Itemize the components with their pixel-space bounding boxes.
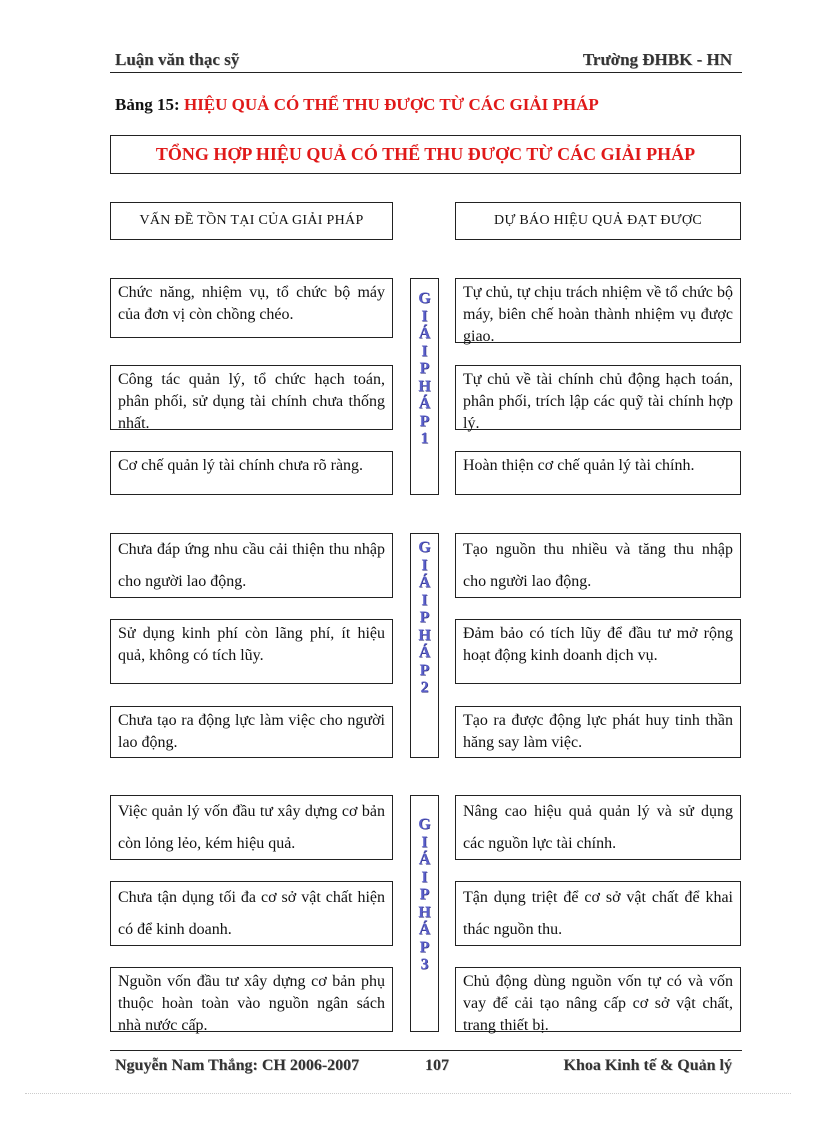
result-cell: Nâng cao hiệu quả quản lý và sử dụng các nguồn lực tài chính. bbox=[455, 795, 741, 860]
solution-label-letter: H bbox=[418, 903, 431, 921]
result-cell: Tự chủ về tài chính chủ động hạch toán, phân phối, trích lập các quỹ tài chính hợp lý. bbox=[455, 365, 741, 430]
column-header-results: DỰ BÁO HIỆU QUẢ ĐẠT ĐƯỢC bbox=[455, 202, 741, 240]
issue-cell: Sử dụng kinh phí còn lãng phí, ít hiệu quả, không có tích lũy. bbox=[110, 619, 393, 684]
solution-label-letter: G bbox=[418, 290, 431, 307]
result-cell: Tự chủ, tự chịu trách nhiệm về tổ chức bộ máy, biên chế hoàn thành nhiệm vụ được giao. bbox=[455, 278, 741, 343]
issue-cell: Việc quản lý vốn đầu tư xây dựng cơ bản còn lỏng lẻo, kém hiệu quả. bbox=[110, 795, 393, 860]
solution-label-letter: Á bbox=[418, 574, 431, 591]
solution-label-letter: P bbox=[419, 661, 430, 679]
solution-label-letter: I bbox=[421, 833, 428, 851]
solution-label-letter: 1 bbox=[420, 430, 429, 447]
solution-label-letter: H bbox=[418, 377, 431, 395]
table-caption bbox=[115, 95, 599, 115]
solution-label-letter: P bbox=[419, 412, 430, 430]
issue-cell: Cơ chế quản lý tài chính chưa rõ ràng. bbox=[110, 451, 393, 495]
issue-cell: Chức năng, nhiệm vụ, tổ chức bộ máy của đơn vị còn chồng chéo. bbox=[110, 278, 393, 338]
solution-label-letter: 2 bbox=[420, 679, 429, 696]
solution-label-letter: Á bbox=[418, 395, 431, 412]
summary-title-box: TỔNG HỢP HIỆU QUẢ CÓ THỂ THU ĐƯỢC TỪ CÁC GIẢI PHÁP bbox=[110, 135, 741, 174]
solution-label-letter: P bbox=[419, 609, 430, 626]
caption-prefix: Bảng 15: bbox=[115, 95, 180, 114]
header-left: Luận văn thạc sỹ bbox=[115, 50, 240, 69]
solution-label-letter: I bbox=[421, 591, 428, 609]
result-cell: Đảm bảo có tích lũy để đầu tư mở rộng hoạt động kinh doanh dịch vụ. bbox=[455, 619, 741, 684]
solution-label-letter: Á bbox=[418, 325, 431, 342]
issue-cell: Chưa tận dụng tối đa cơ sở vật chất hiện có để kinh doanh. bbox=[110, 881, 393, 946]
footer-author: Nguyễn Nam Thắng: CH 2006-2007 bbox=[115, 1057, 360, 1074]
result-cell: Hoàn thiện cơ chế quản lý tài chính. bbox=[455, 451, 741, 495]
issue-cell: Chưa đáp ứng nhu cầu cải thiện thu nhập cho người lao động. bbox=[110, 533, 393, 598]
solution-label-letter: Á bbox=[418, 851, 431, 868]
column-header-issues: VẤN ĐỀ TỒN TẠI CỦA GIẢI PHÁP bbox=[110, 202, 393, 240]
solution-label-letter: I bbox=[421, 307, 428, 325]
solution-label-letter: P bbox=[419, 938, 430, 956]
solution-label-letter: Á bbox=[418, 644, 431, 661]
issue-cell: Chưa tạo ra động lực làm việc cho người lao động. bbox=[110, 706, 393, 758]
solution-label-letter: 3 bbox=[420, 956, 429, 973]
result-cell: Tạo nguồn thu nhiều và tăng thu nhập cho người lao động. bbox=[455, 533, 741, 598]
footer-rule bbox=[110, 1050, 742, 1051]
solution-label-letter: P bbox=[419, 886, 430, 903]
solution-label-letter: H bbox=[418, 626, 431, 644]
page-number: 107 bbox=[425, 1057, 449, 1074]
solution-1-label bbox=[410, 278, 439, 495]
issue-cell: Nguồn vốn đầu tư xây dựng cơ bản phụ thuộc hoàn toàn vào nguồn ngân sách nhà nước cấp. bbox=[110, 967, 393, 1032]
solution-label-letter: G bbox=[418, 539, 431, 556]
result-cell: Tạo ra được động lực phát huy tinh thần hăng say làm việc. bbox=[455, 706, 741, 758]
result-cell: Tận dụng triệt để cơ sở vật chất để khai thác nguồn thu. bbox=[455, 881, 741, 946]
issue-cell: Công tác quản lý, tổ chức hạch toán, phân phối, sử dụng tài chính chưa thống nhất. bbox=[110, 365, 393, 430]
solution-label-letter: I bbox=[421, 868, 428, 886]
solution-label-letter: Á bbox=[418, 921, 431, 938]
solution-label-letter: G bbox=[418, 816, 431, 833]
caption-title: HIỆU QUẢ CÓ THỂ THU ĐƯỢC TỪ CÁC GIẢI PHÁP bbox=[183, 95, 599, 114]
footer-faculty: Khoa Kinh tế & Quản lý bbox=[563, 1057, 732, 1074]
header-right: Trường ĐHBK - HN bbox=[582, 50, 732, 69]
solution-3-label bbox=[410, 795, 439, 1032]
solution-label-letter: P bbox=[419, 360, 430, 377]
page-edge-dotted-line bbox=[25, 1093, 791, 1094]
solution-label-letter: I bbox=[421, 556, 428, 574]
result-cell: Chủ động dùng nguồn vốn tự có và vốn vay để cải tạo nâng cấp cơ sở vật chất, trang thiết bị. bbox=[455, 967, 741, 1032]
solution-label-letter: I bbox=[421, 342, 428, 360]
solution-2-label bbox=[410, 533, 439, 758]
header-rule bbox=[110, 72, 742, 73]
